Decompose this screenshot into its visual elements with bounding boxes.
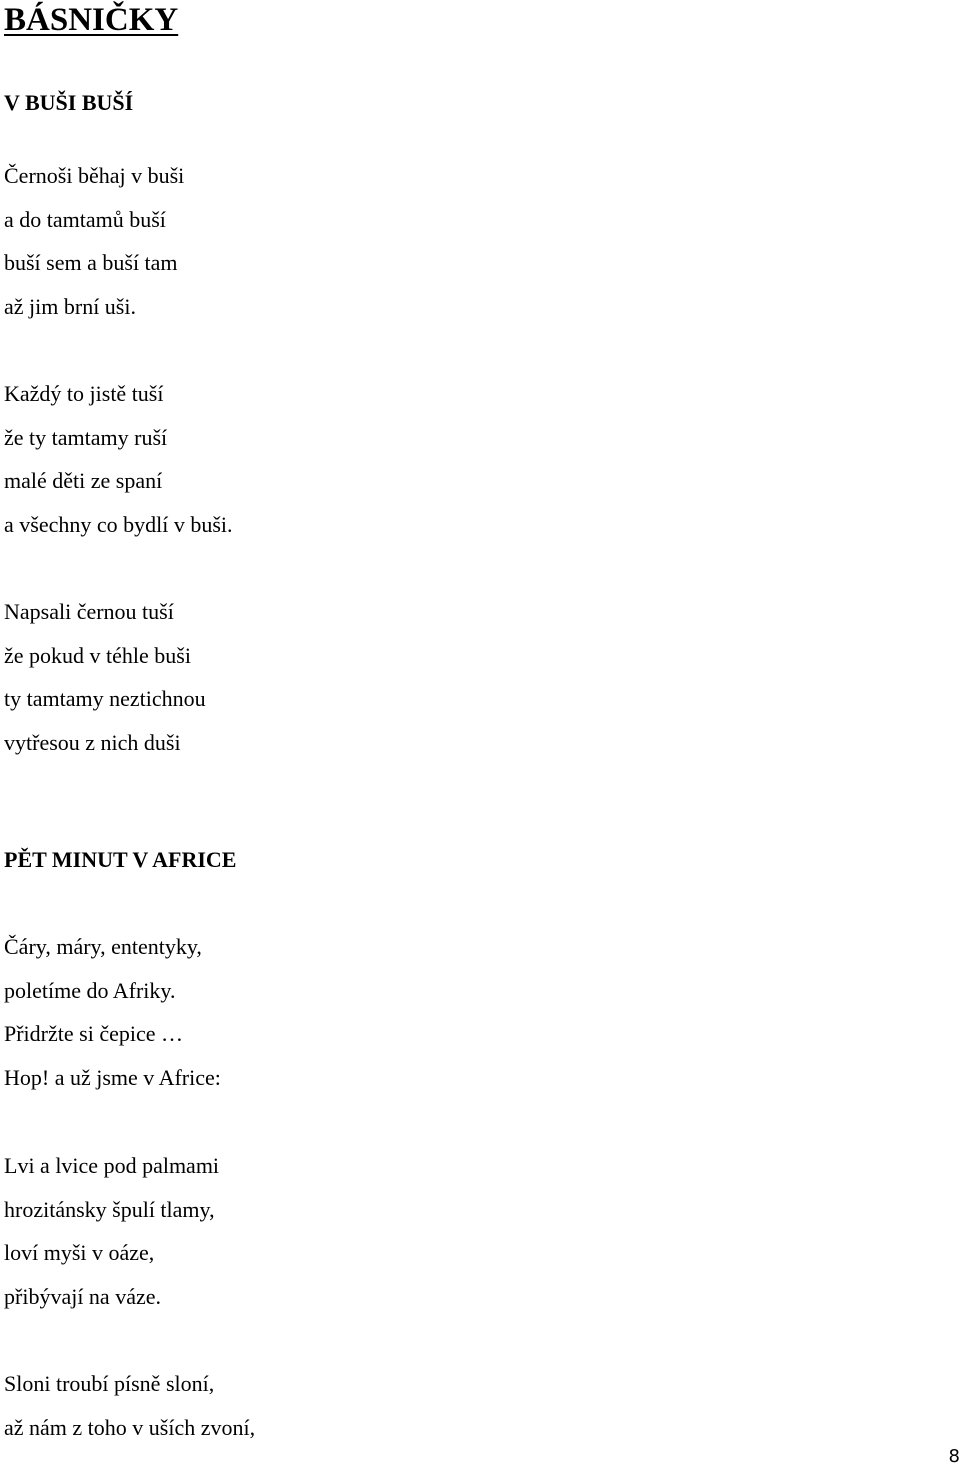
poem-line: vytřesou z nich duši <box>4 730 181 756</box>
poem-line: ty tamtamy neztichnou <box>4 686 206 712</box>
poem-line: Sloni troubí písně sloní, <box>4 1371 215 1396</box>
poem2-stanza-1 <box>4 925 221 1100</box>
poem-line: malé děti ze spaní <box>4 468 163 494</box>
poem-line: až nám z toho v uších zvoní, <box>4 1414 256 1440</box>
poem-line: poletíme do Afriky. <box>4 977 176 1003</box>
page-number: 8 <box>948 1446 960 1467</box>
poem-line: Lvi a lvice pod palmami <box>4 1153 220 1178</box>
poem-title-v-busi-busi: V BUŠI BUŠÍ <box>4 90 134 115</box>
poem-line: a všechny co bydlí v buši. <box>4 512 233 538</box>
poem-line: Hop! a už jsme v Africe: <box>4 1065 221 1091</box>
poem1-stanza-2 <box>4 372 233 547</box>
poem-line: hrozitánsky špulí tlamy, <box>4 1196 215 1222</box>
poem-line: Černoši běhaj v buši <box>4 163 185 188</box>
poem-line: až jim brní uši. <box>4 294 136 320</box>
poem1-stanza-3 <box>4 590 206 765</box>
poem-line: přibývají na váze. <box>4 1284 161 1310</box>
poem1-stanza-1 <box>4 154 184 329</box>
poem-title-pet-minut-v-africe: PĚT MINUT V AFRICE <box>4 847 237 872</box>
poem-line: a do tamtamů buší <box>4 206 166 232</box>
poem-line: že pokud v téhle buši <box>4 642 191 668</box>
poem-line: buší sem a buší tam <box>4 250 178 276</box>
poem2-stanza-3 <box>4 1362 255 1449</box>
poem-line: že ty tamtamy ruší <box>4 424 168 450</box>
poem-line: Napsali černou tuší <box>4 599 174 624</box>
page-heading: BÁSNIČKY <box>4 2 179 38</box>
poem-line: Přidržte si čepice … <box>4 1021 183 1047</box>
poem-line: Čáry, máry, ententyky, <box>4 934 202 959</box>
poem-line: Každý to jistě tuší <box>4 381 164 406</box>
poem2-stanza-2 <box>4 1144 219 1319</box>
poem-line: loví myši v oáze, <box>4 1240 155 1266</box>
